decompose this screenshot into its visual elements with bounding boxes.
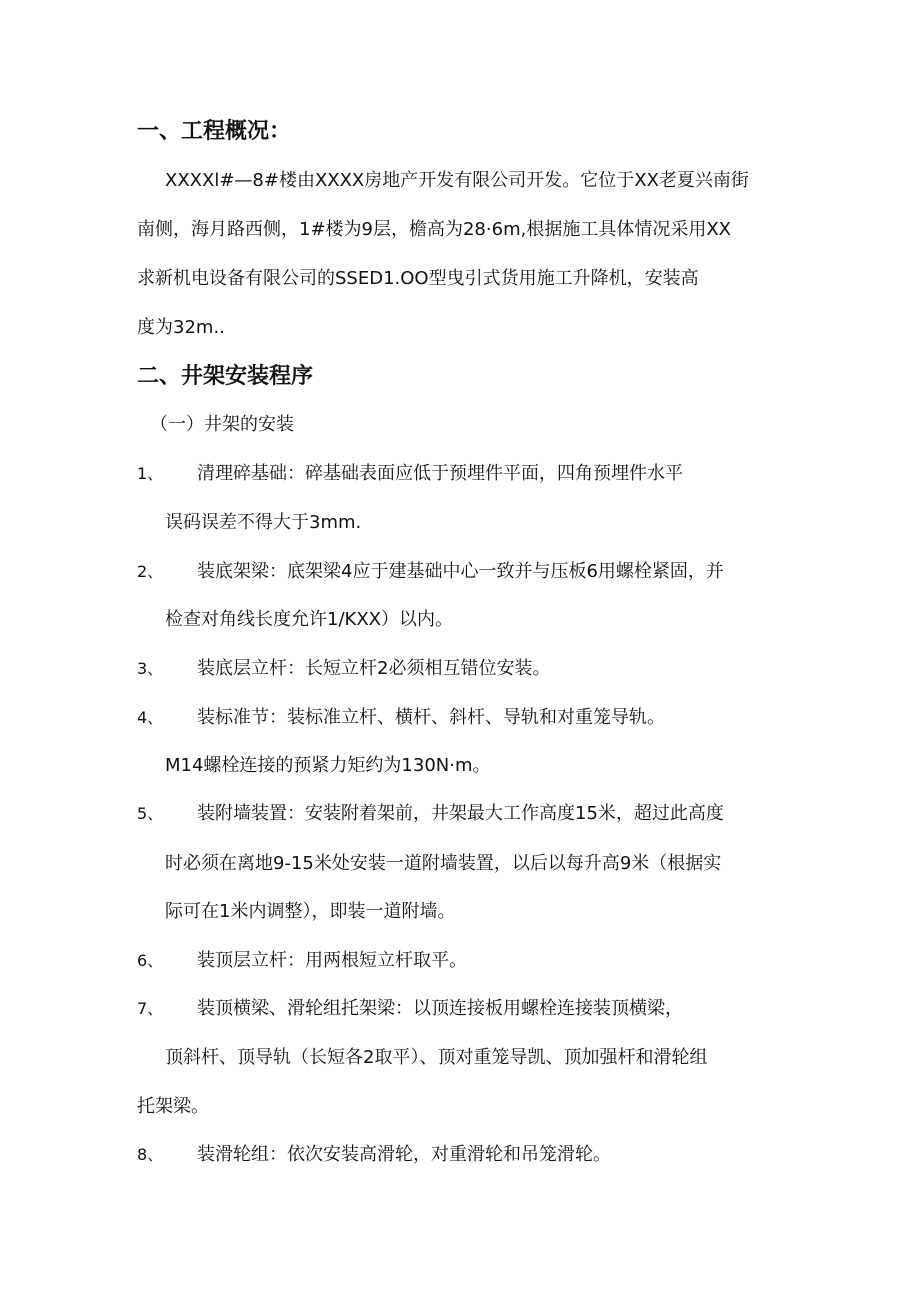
item-1-line-1: 清理碎基础：碎基础表面应低于预埋件平面，四角预埋件水平 [197,463,683,484]
item-number: 3、 [137,659,164,678]
item-number: 8、 [137,1145,164,1164]
item-number: 6、 [137,951,164,970]
item-2-line-2: 检查对角线长度允许1/KXX）以内。 [165,609,453,630]
item-number: 2、 [137,562,164,581]
item-5-line-3: 际可在1米内调整），即装一道附墙。 [165,901,456,922]
item-number: 5、 [137,804,164,823]
item-4-line-1: 装标准节：装标准立杆、横杆、斜杆、导轨和对重笼导轨。 [197,707,665,728]
item-6-line-1: 装顶层立杆：用两根短立杆取平。 [197,950,467,971]
overview-line-1: XXXXl#—8#楼由XXXX房地产开发有限公司开发。它位于XX老夏兴南街 [165,170,749,191]
section-heading-install: 二、井架安装程序 [137,364,314,389]
item-4-line-2: M14螺栓连接的预紧力矩约为130N·m。 [165,755,491,776]
item-8-line-1: 装滑轮组：依次安装高滑轮，对重滑轮和吊笼滑轮。 [197,1144,611,1165]
item-5-line-2: 时必须在离地9-15米处安装一道附墙装置，以后以每升高9米（根据实 [165,853,722,874]
item-7-line-1: 装顶横梁、滑轮组托架梁：以顶连接板用螺栓连接装顶横梁， [197,998,683,1019]
overview-line-3: 求新机电设备有限公司的SSED1.OO型曳引式货用施工升降机，安装高 [137,268,699,289]
item-2-line-1: 装底架梁：底架梁4应于建基础中心一致并与压板6用螺栓紧固，并 [197,561,724,582]
item-number: 7、 [137,999,164,1018]
section-heading-overview: 一、工程概况： [137,119,292,144]
item-3-line-1: 装底层立杆：长短立杆2必须相互错位安装。 [197,658,551,679]
item-7-line-3: 托架梁。 [137,1096,209,1117]
item-1-line-2: 误码误差不得大于3mm. [165,512,362,533]
subheading-derrick-install: （一）井架的安装 [150,414,294,435]
item-number: 4、 [137,708,164,727]
item-5-line-1: 装附墙装置：安装附着架前，井架最大工作高度15米，超过此高度 [197,803,724,824]
item-number: 1、 [137,464,164,483]
overview-line-4: 度为32m.. [137,317,225,338]
overview-line-2: 南侧，海月路西侧，1#楼为9层，檐高为28·6m,根据施工具体情况采用XX [137,219,731,240]
item-7-line-2: 顶斜杆、顶导轨（长短各2取平）、顶对重笼导凯、顶加强杆和滑轮组 [165,1047,708,1068]
